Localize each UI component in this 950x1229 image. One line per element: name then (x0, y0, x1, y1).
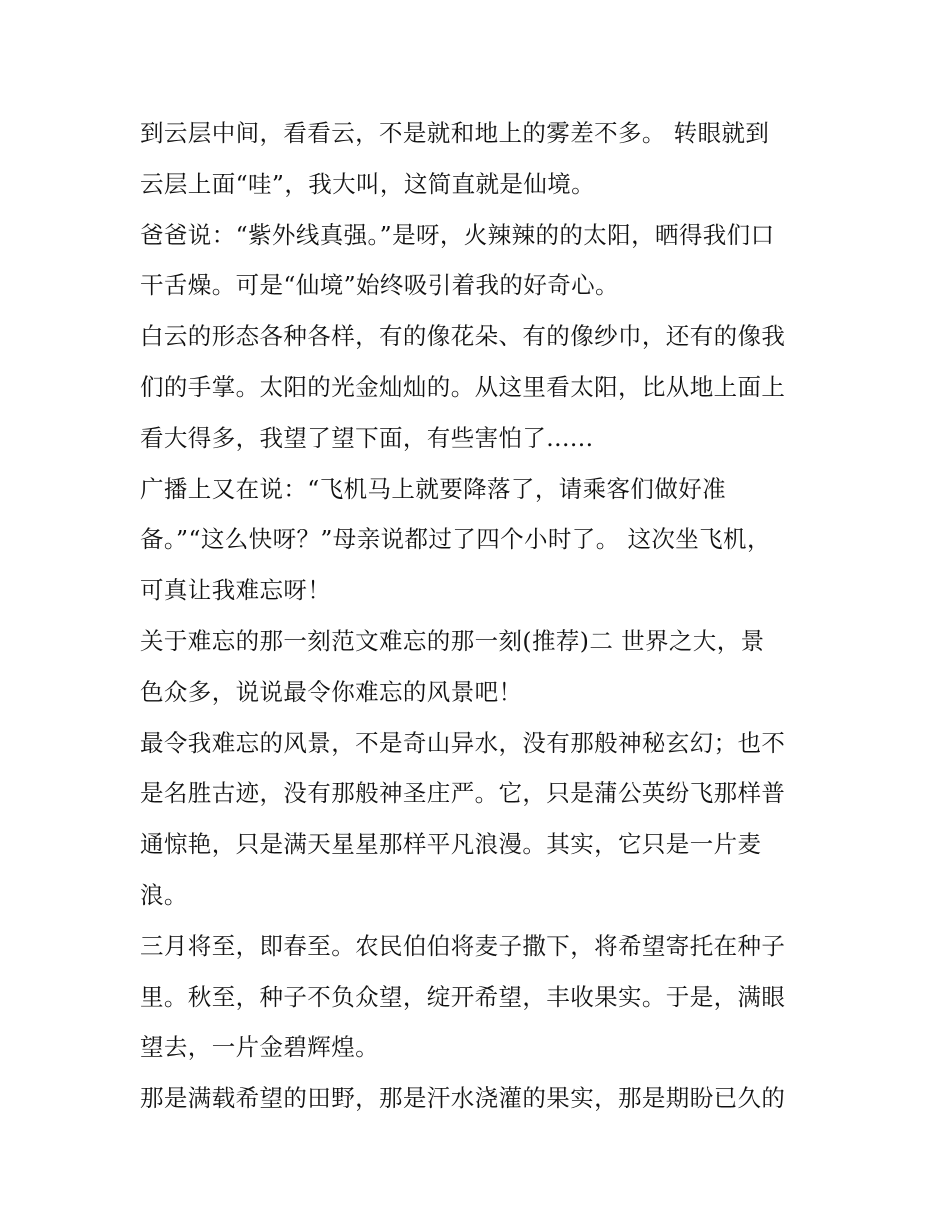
text-line: 浪。 (140, 880, 188, 909)
text-line: 备。”“这么快呀？”母亲说都过了四个小时了。 这次坐飞机， (140, 525, 771, 554)
text-line: 广播上又在说：“飞机马上就要降落了，请乘客们做好准 (140, 474, 727, 503)
text-line: 爸爸说：“紫外线真强。”是呀，火辣辣的的太阳，晒得我们口 (140, 220, 775, 249)
text-line: 最令我难忘的风景，不是奇山异水，没有那般神秘玄幻；也不 (140, 728, 786, 757)
text-line: 关于难忘的那一刻范文难忘的那一刻(推荐)二 世界之大，景 (140, 626, 765, 655)
text-line: 可真让我难忘呀！ (140, 576, 332, 605)
text-line: 干舌燥。可是“仙境”始终吸引着我的好奇心。 (140, 271, 619, 300)
text-line: 那是满载希望的田野，那是汗水浇灌的果实，那是期盼已久的 (140, 1084, 786, 1113)
text-line: 是名胜古迹，没有那般神圣庄严。它，只是蒲公英纷飞那样普 (140, 779, 786, 808)
document-body (140, 108, 820, 1124)
text-line: 里。秋至，种子不负众望，绽开希望，丰收果实。于是，满眼 (140, 982, 786, 1011)
text-line: 色众多，说说最令你难忘的风景吧！ (140, 677, 523, 706)
text-line: 三月将至，即春至。农民伯伯将麦子撒下，将希望寄托在种子 (140, 931, 786, 960)
text-line: 通惊艳，只是满天星星那样平凡浪漫。其实，它只是一片麦 (140, 830, 762, 859)
text-line: 看大得多，我望了望下面，有些害怕了...... (140, 423, 594, 452)
text-line: 白云的形态各种各样，有的像花朵、有的像纱巾，还有的像我 (140, 322, 786, 351)
text-line: 望去，一片金碧辉煌。 (140, 1033, 379, 1062)
text-line: 们的手掌。太阳的光金灿灿的。从这里看太阳，比从地上面上 (140, 372, 786, 401)
text-line: 到云层中间，看看云，不是就和地上的雾差不多。 转眼就到 (140, 119, 770, 147)
text-line: 云层上面“哇”，我大叫，这简直就是仙境。 (140, 169, 596, 198)
